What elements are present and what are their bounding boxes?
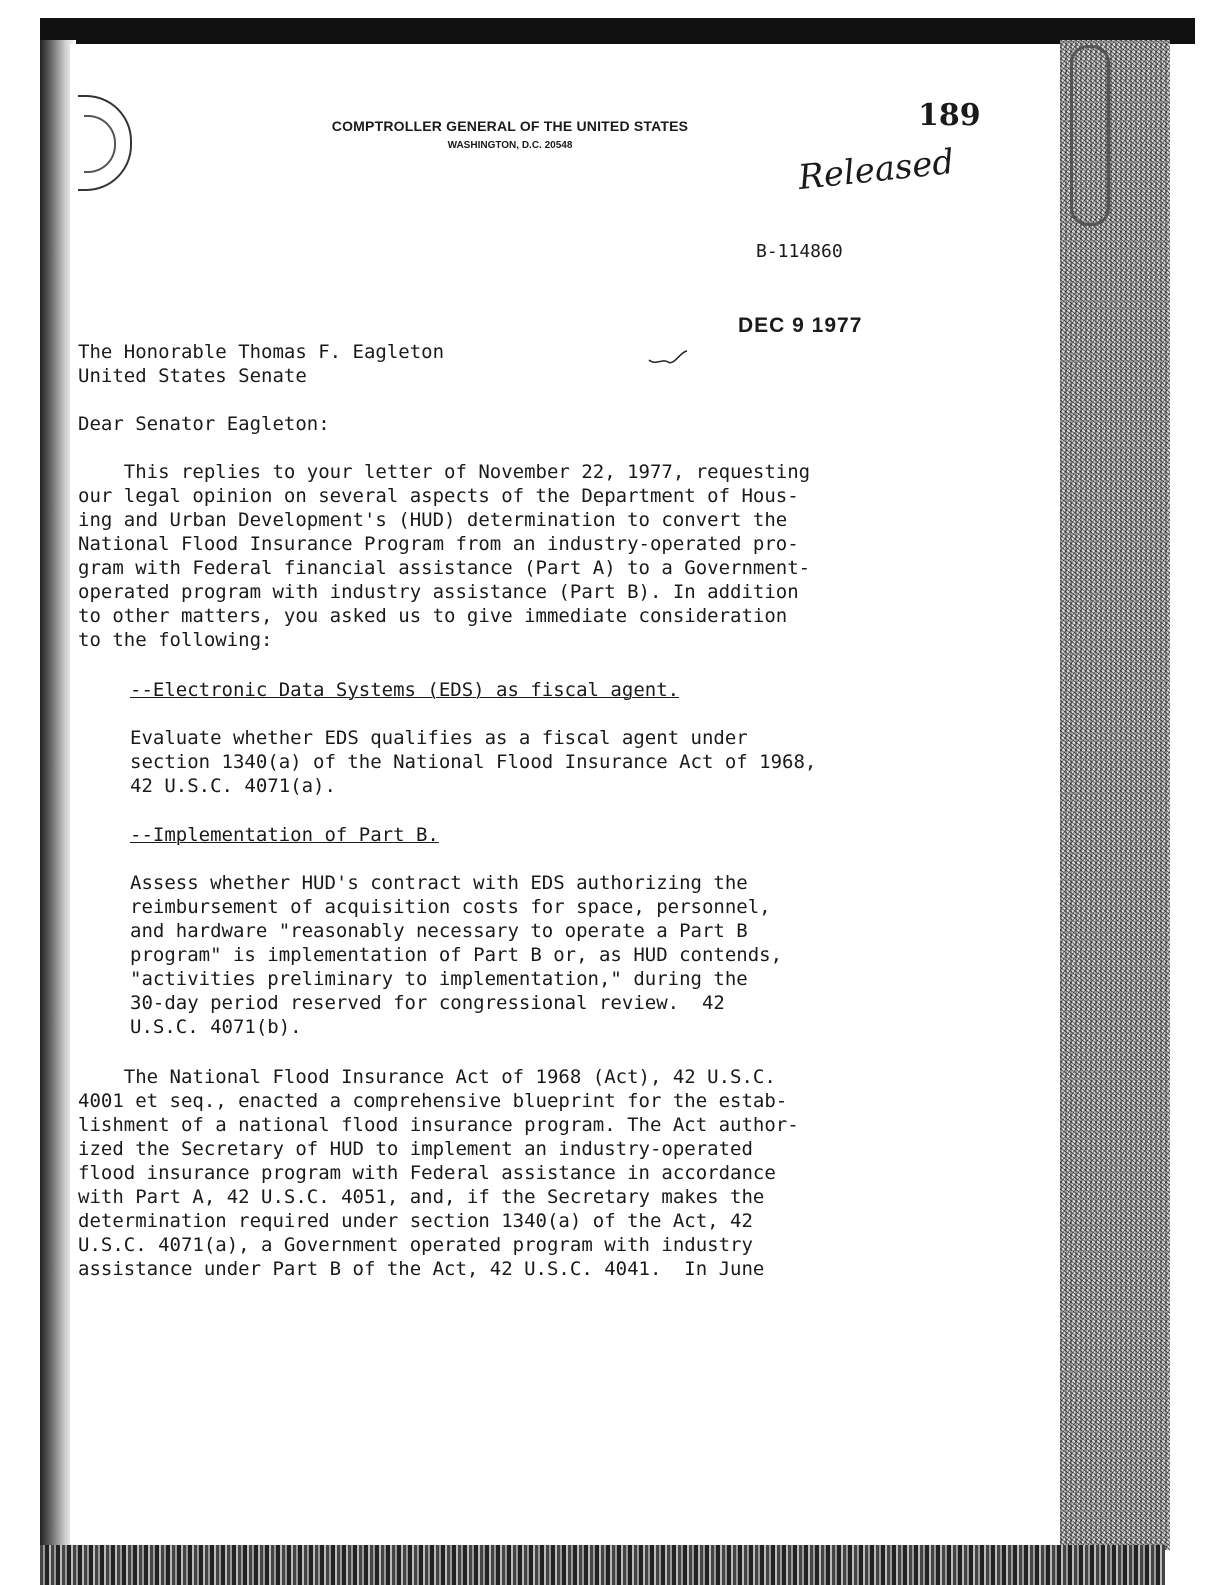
paragraph-line: operated program with industry assistance (Part B). In addition: [78, 581, 799, 603]
scan-bottom-edge: [40, 1545, 1165, 1585]
item-line: 30-day period reserved for congressional review. 42: [130, 992, 725, 1014]
recipient-name: The Honorable Thomas F. Eagleton: [78, 341, 445, 363]
scan-top-edge: [40, 18, 1195, 44]
item-heading: --Implementation of Part B.: [130, 824, 439, 846]
paragraph-line: our legal opinion on several aspects of the Department of Hous-: [78, 485, 799, 507]
file-number: B-114860: [756, 241, 843, 262]
paragraph-line: 4001 et seq., enacted a comprehensive blueprint for the estab-: [78, 1090, 788, 1112]
item-line: section 1340(a) of the National Flood Insurance Act of 1968,: [130, 751, 817, 773]
date-stamp: DEC 9 1977: [738, 314, 863, 337]
handwritten-released-note: Released: [796, 141, 956, 199]
item-line: Evaluate whether EDS qualifies as a fiscal agent under: [130, 727, 748, 749]
paperclip-icon: [1070, 45, 1110, 226]
paragraph-line: ing and Urban Development's (HUD) determination to convert the: [78, 509, 788, 531]
handwritten-page-number: 189: [918, 98, 981, 133]
item-heading: --Electronic Data Systems (EDS) as fiscal agent.: [130, 679, 680, 701]
item-line: and hardware "reasonably necessary to operate a Part B: [130, 920, 748, 942]
paragraph-line: U.S.C. 4071(a), a Government operated program with industry: [78, 1234, 753, 1256]
scan-right-noise: [1060, 40, 1170, 1550]
paragraph-line: lishment of a national flood insurance program. The Act author-: [78, 1114, 799, 1136]
paragraph-line: The National Flood Insurance Act of 1968 (Act), 42 U.S.C.: [78, 1066, 776, 1088]
paragraph-line: gram with Federal financial assistance (Part A) to a Government-: [78, 557, 811, 579]
paragraph-line: assistance under Part B of the Act, 42 U.S.C. 4041. In June: [78, 1258, 765, 1280]
salutation: Dear Senator Eagleton:: [78, 413, 330, 435]
item-line: 42 U.S.C. 4071(a).: [130, 775, 336, 797]
letterhead-address: WASHINGTON, D.C. 20548: [447, 140, 573, 151]
item-line: "activities preliminary to implementation," during the: [130, 968, 748, 990]
paragraph-line: determination required under section 1340(a) of the Act, 42: [78, 1210, 753, 1232]
paragraph-line: This replies to your letter of November 22, 1977, requesting: [78, 461, 811, 483]
letterhead: [250, 118, 770, 151]
item-line: program" is implementation of Part B or, as HUD contends,: [130, 944, 783, 966]
item-line: reimbursement of acquisition costs for space, personnel,: [130, 896, 771, 918]
item-line: Assess whether HUD's contract with EDS authorizing the: [130, 872, 748, 894]
handwritten-check-mark-icon: [648, 350, 688, 366]
paragraph-line: with Part A, 42 U.S.C. 4051, and, if the Secretary makes the: [78, 1186, 765, 1208]
paragraph-line: to the following:: [78, 629, 273, 651]
paragraph-line: National Flood Insurance Program from an industry-operated pro-: [78, 533, 799, 555]
item-line: U.S.C. 4071(b).: [130, 1016, 302, 1038]
paragraph-line: ized the Secretary of HUD to implement an industry-operated: [78, 1138, 753, 1160]
paragraph-line: to other matters, you asked us to give immediate consideration: [78, 605, 788, 627]
letterhead-office: COMPTROLLER GENERAL OF THE UNITED STATES: [331, 118, 689, 134]
paragraph-line: flood insurance program with Federal assistance in accordance: [78, 1162, 776, 1184]
recipient-organization: United States Senate: [78, 365, 307, 387]
